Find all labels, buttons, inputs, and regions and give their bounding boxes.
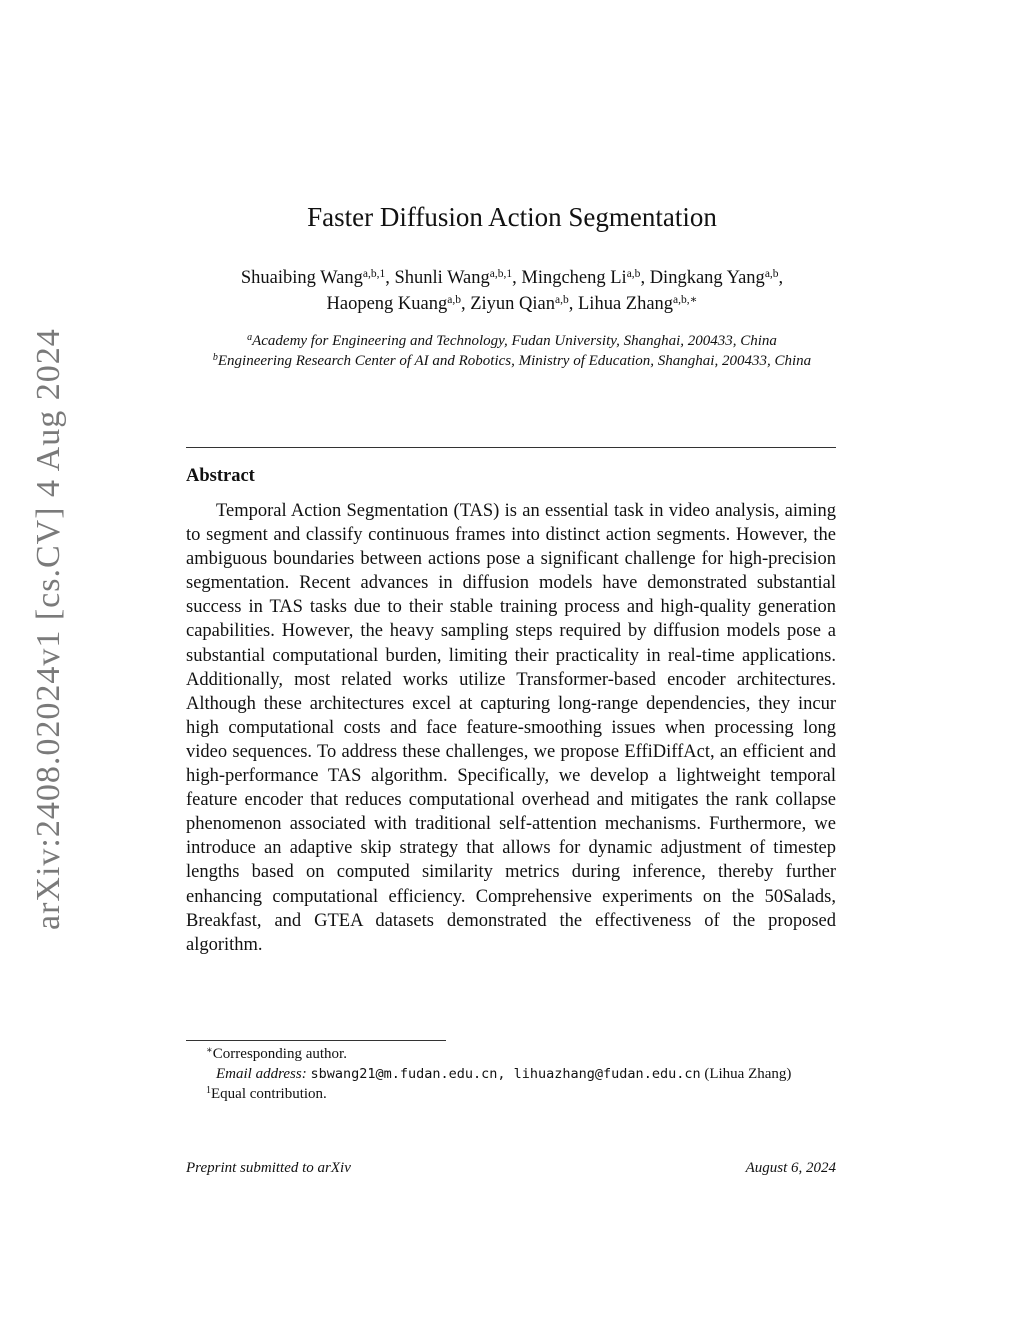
author-affiliation-mark: a,b xyxy=(764,268,779,280)
footnotes xyxy=(186,1044,836,1104)
affiliation-mark: a xyxy=(247,332,253,343)
author-affiliation-mark: a,b xyxy=(447,294,461,306)
footnote-email: Email address: sbwang21@m.fudan.edu.cn, lihuazhang@fudan.edu.cn (Lihua Zhang) xyxy=(216,1066,792,1082)
header-divider xyxy=(186,447,836,448)
affiliation: $^b$Engineering Research Center of AI and Robotics, Ministry of Education, Shanghai, 200433, China xyxy=(212,352,812,369)
author: Haopeng Kuang$^{a,b}$, xyxy=(326,294,471,314)
abstract-heading: Abstract xyxy=(186,466,255,486)
author: Dingkang Yang$^{a,b}$, xyxy=(649,268,784,288)
footnote-corresponding: ∗Corresponding author. xyxy=(206,1045,347,1062)
author: Shunli Wang$^{a,b,1}$, xyxy=(394,268,522,288)
author: Lihua Zhang$^{a,b,∗}$ xyxy=(578,294,698,314)
author-affiliation-mark: a,b xyxy=(555,294,569,306)
author-affiliation-mark: a,b,1 xyxy=(489,268,513,280)
affiliation-list xyxy=(170,331,854,371)
paper-title: Faster Diffusion Action Segmentation xyxy=(307,202,717,232)
author-affiliation-mark: a,b,1 xyxy=(362,268,386,280)
abstract-text: Temporal Action Segmentation (TAS) is an essential task in video analysis, aiming to segment and classify continuous frames into distinct action segments. However, the ambiguous boundaries between actions pose a significant challenge for high-precision segmentation. Recent advances in diffusion models have demonstrated substantial success in TAS tasks due to their stable training process and high-quality generation capabilities. However, the heavy sampling steps required by diffusion models pose a substantial computational burden, limiting their practicality in real-time applications. Additionally, most related works utilize Transformer-based encoder architectures. Although these architectures excel at capturing long-range dependencies, they incur high computational costs and face feature-smoothing issues when processing long video sequences. To address these challenges, we propose EffiDiffAct, an efficient and high-performance TAS algorithm. Specifically, we develop a lightweight temporal feature encoder that reduces computational overhead and mitigates the rank collapse phenomenon associated with traditional self-attention mechanisms. Furthermore, we introduce an adaptive skip strategy that allows for dynamic adjustment of timestep lengths based on computed similarity metrics during inference, thereby further enhancing computational efficiency. Comprehensive experiments on the 50Salads, Breakfast, and GTEA datasets demonstrated the effectiveness of the proposed algorithm. xyxy=(186,501,836,955)
footnote-divider xyxy=(186,1040,446,1041)
email-addresses[interactable]: sbwang21@m.fudan.edu.cn, lihuazhang@fudan.edu.cn xyxy=(310,1066,701,1082)
author-list xyxy=(160,265,864,317)
author: Mingcheng Li$^{a,b}$, xyxy=(521,268,650,288)
author: Ziyun Qian$^{a,b}$, xyxy=(470,294,578,314)
affiliation-mark: b xyxy=(212,352,218,363)
author-affiliation-mark: a,b,∗ xyxy=(673,294,698,306)
affiliation: $^a$Academy for Engineering and Technology, Fudan University, Shanghai, 200433, China xyxy=(247,332,777,349)
author-affiliation-mark: a,b xyxy=(626,268,641,280)
arxiv-identifier: arXiv:2408.02024v1 [cs.CV] 4 Aug 2024 xyxy=(30,328,67,930)
author: Shuaibing Wang$^{a,b,1}$, xyxy=(240,268,395,288)
arxiv-side-stamp xyxy=(16,328,76,930)
footnote-equal-contribution: $^1$Equal contribution. xyxy=(206,1085,327,1102)
footer-date: August 6, 2024 xyxy=(745,1160,836,1176)
footer-submission-note: Preprint submitted to arXiv xyxy=(186,1160,351,1176)
